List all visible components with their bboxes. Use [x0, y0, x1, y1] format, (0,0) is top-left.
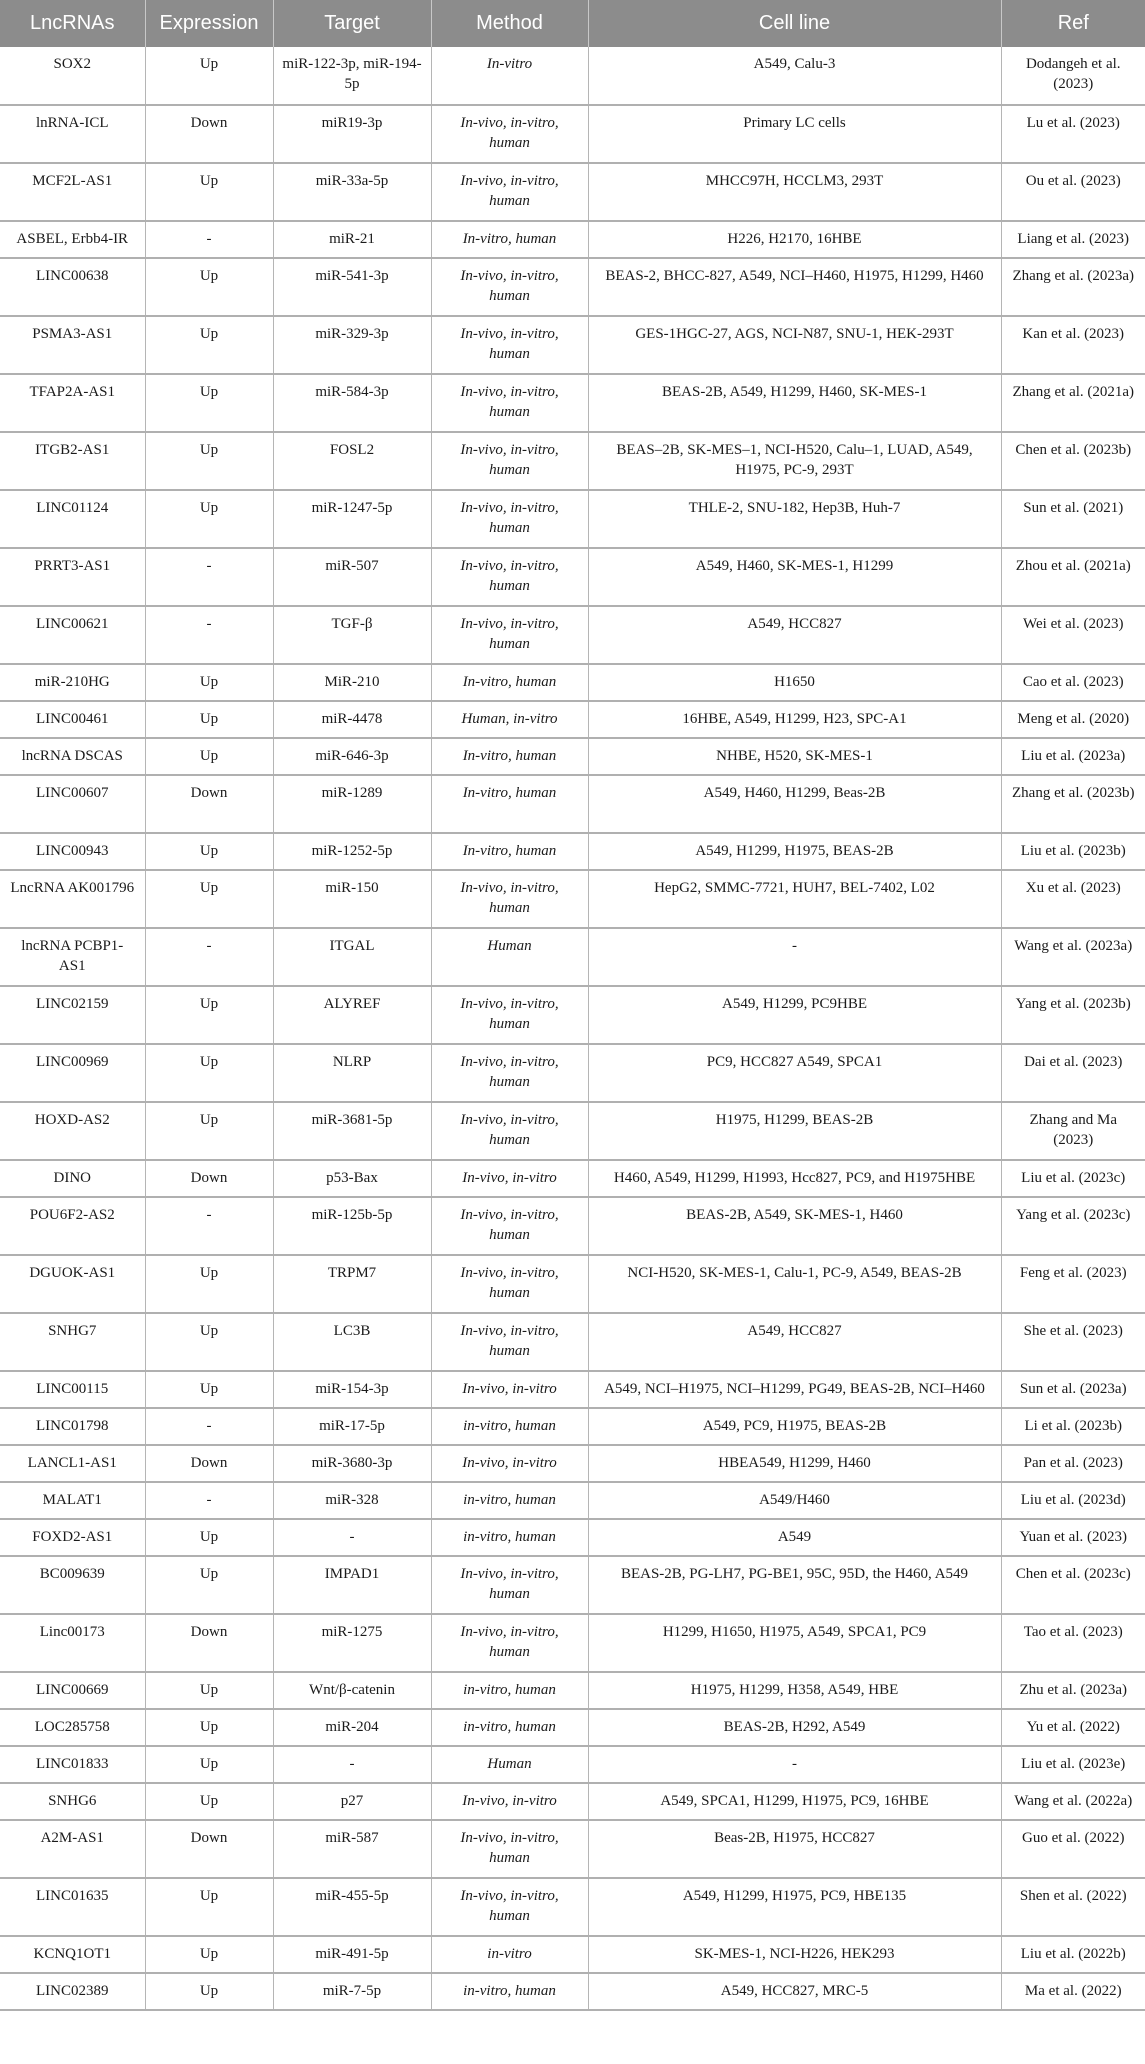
cell-method: in-vitro, human [431, 1519, 588, 1556]
cell-expression: Up [145, 1878, 273, 1936]
cell-method: In-vitro, human [431, 738, 588, 775]
cell-cell-line: HepG2, SMMC-7721, HUH7, BEL-7402, L02 [588, 870, 1001, 928]
cell-method: In-vivo, in-vitro, human [431, 258, 588, 316]
cell-target: miR-329-3p [273, 316, 431, 374]
cell-target: miR-328 [273, 1482, 431, 1519]
cell-lncrna: Linc00173 [0, 1614, 145, 1672]
cell-lncrna: lnRNA-ICL [0, 105, 145, 163]
header-row [0, 0, 1145, 47]
cell-cell-line: A549, NCI–H1975, NCI–H1299, PG49, BEAS-2B, NCI–H460 [588, 1371, 1001, 1408]
cell-target: miR-4478 [273, 701, 431, 738]
cell-ref: Ma et al. (2022) [1001, 1973, 1145, 2010]
cell-target: - [273, 1519, 431, 1556]
cell-method: in-vitro, human [431, 1482, 588, 1519]
cell-cell-line: A549, HCC827 [588, 606, 1001, 664]
cell-cell-line: BEAS-2B, A549, H1299, H460, SK-MES-1 [588, 374, 1001, 432]
cell-method: In-vitro, human [431, 775, 588, 833]
cell-ref: Zhang et al. (2023a) [1001, 258, 1145, 316]
cell-method: In-vitro, human [431, 664, 588, 701]
cell-cell-line: A549, H1299, PC9HBE [588, 986, 1001, 1044]
cell-lncrna: SNHG6 [0, 1783, 145, 1820]
cell-target: - [273, 1746, 431, 1783]
cell-lncrna: POU6F2-AS2 [0, 1197, 145, 1255]
cell-target: miR-204 [273, 1709, 431, 1746]
cell-expression: - [145, 928, 273, 986]
cell-target: miR-507 [273, 548, 431, 606]
header-lncrnas: LncRNAs [0, 0, 145, 47]
table-row [0, 1783, 1145, 1820]
cell-expression: Up [145, 490, 273, 548]
cell-ref: Yu et al. (2022) [1001, 1709, 1145, 1746]
cell-lncrna: LINC01798 [0, 1408, 145, 1445]
cell-target: p27 [273, 1783, 431, 1820]
cell-ref: Liu et al. (2023c) [1001, 1160, 1145, 1197]
cell-lncrna: A2M-AS1 [0, 1820, 145, 1878]
cell-target: TGF-β [273, 606, 431, 664]
cell-method: In-vivo, in-vitro [431, 1371, 588, 1408]
cell-target: miR-3681-5p [273, 1102, 431, 1160]
cell-lncrna: FOXD2-AS1 [0, 1519, 145, 1556]
cell-cell-line: A549, HCC827, MRC-5 [588, 1973, 1001, 2010]
cell-cell-line: BEAS-2, BHCC-827, A549, NCI–H460, H1975, H1299, H460 [588, 258, 1001, 316]
table-row [0, 1044, 1145, 1102]
cell-expression: Up [145, 1746, 273, 1783]
table-row [0, 47, 1145, 105]
cell-cell-line: BEAS-2B, A549, SK-MES-1, H460 [588, 1197, 1001, 1255]
cell-lncrna: LINC00969 [0, 1044, 145, 1102]
cell-ref: Sun et al. (2023a) [1001, 1371, 1145, 1408]
cell-target: miR-150 [273, 870, 431, 928]
cell-lncrna: MALAT1 [0, 1482, 145, 1519]
cell-target: p53-Bax [273, 1160, 431, 1197]
cell-cell-line: HBEA549, H1299, H460 [588, 1445, 1001, 1482]
cell-cell-line: H460, A549, H1299, H1993, Hcc827, PC9, and H1975HBE [588, 1160, 1001, 1197]
cell-lncrna: LINC00621 [0, 606, 145, 664]
cell-lncrna: LINC01635 [0, 1878, 145, 1936]
cell-expression: - [145, 1482, 273, 1519]
cell-method: In-vivo, in-vitro, human [431, 1197, 588, 1255]
table-row [0, 986, 1145, 1044]
cell-expression: Up [145, 1371, 273, 1408]
cell-cell-line: 16HBE, A549, H1299, H23, SPC-A1 [588, 701, 1001, 738]
cell-cell-line: BEAS-2B, PG-LH7, PG-BE1, 95C, 95D, the H460, A549 [588, 1556, 1001, 1614]
cell-cell-line: BEAS–2B, SK-MES–1, NCI-H520, Calu–1, LUAD, A549, H1975, PC-9, 293T [588, 432, 1001, 490]
cell-method: In-vivo, in-vitro [431, 1445, 588, 1482]
table-row [0, 1878, 1145, 1936]
cell-lncrna: lncRNA DSCAS [0, 738, 145, 775]
cell-lncrna: LANCL1-AS1 [0, 1445, 145, 1482]
cell-expression: Up [145, 1709, 273, 1746]
table-row [0, 606, 1145, 664]
cell-expression: - [145, 548, 273, 606]
cell-method: In-vivo, in-vitro, human [431, 986, 588, 1044]
table-row [0, 490, 1145, 548]
cell-lncrna: TFAP2A-AS1 [0, 374, 145, 432]
cell-method: In-vivo, in-vitro, human [431, 490, 588, 548]
cell-cell-line: - [588, 928, 1001, 986]
cell-method: In-vivo, in-vitro, human [431, 1614, 588, 1672]
cell-cell-line: MHCC97H, HCCLM3, 293T [588, 163, 1001, 221]
cell-target: IMPAD1 [273, 1556, 431, 1614]
cell-method: In-vivo, in-vitro, human [431, 432, 588, 490]
table-row [0, 1445, 1145, 1482]
header-cell-line: Cell line [588, 0, 1001, 47]
cell-cell-line: Beas-2B, H1975, HCC827 [588, 1820, 1001, 1878]
cell-ref: Zhou et al. (2021a) [1001, 548, 1145, 606]
cell-ref: Liu et al. (2023b) [1001, 833, 1145, 870]
cell-ref: Yuan et al. (2023) [1001, 1519, 1145, 1556]
table-row [0, 1672, 1145, 1709]
cell-cell-line: A549/H460 [588, 1482, 1001, 1519]
cell-ref: Liang et al. (2023) [1001, 221, 1145, 258]
cell-ref: Yang et al. (2023c) [1001, 1197, 1145, 1255]
cell-lncrna: LINC01833 [0, 1746, 145, 1783]
cell-cell-line: THLE-2, SNU-182, Hep3B, Huh-7 [588, 490, 1001, 548]
cell-lncrna: lncRNA PCBP1-AS1 [0, 928, 145, 986]
table-row [0, 548, 1145, 606]
cell-ref: Li et al. (2023b) [1001, 1408, 1145, 1445]
cell-ref: Guo et al. (2022) [1001, 1820, 1145, 1878]
cell-expression: Up [145, 163, 273, 221]
cell-cell-line: H1975, H1299, BEAS-2B [588, 1102, 1001, 1160]
table-row [0, 1160, 1145, 1197]
cell-expression: Up [145, 1672, 273, 1709]
cell-method: in-vitro, human [431, 1408, 588, 1445]
cell-method: In-vitro, human [431, 221, 588, 258]
cell-target: TRPM7 [273, 1255, 431, 1313]
cell-method: Human, in-vitro [431, 701, 588, 738]
cell-method: In-vivo, in-vitro, human [431, 374, 588, 432]
cell-ref: Liu et al. (2023d) [1001, 1482, 1145, 1519]
cell-ref: Cao et al. (2023) [1001, 664, 1145, 701]
cell-cell-line: Primary LC cells [588, 105, 1001, 163]
cell-method: In-vitro, human [431, 833, 588, 870]
table-row [0, 1556, 1145, 1614]
cell-lncrna: PSMA3-AS1 [0, 316, 145, 374]
cell-ref: Chen et al. (2023c) [1001, 1556, 1145, 1614]
table-row [0, 1709, 1145, 1746]
cell-lncrna: LOC285758 [0, 1709, 145, 1746]
cell-expression: Up [145, 986, 273, 1044]
table-row [0, 1197, 1145, 1255]
cell-method: In-vitro [431, 47, 588, 105]
cell-lncrna: LINC00943 [0, 833, 145, 870]
cell-lncrna: BC009639 [0, 1556, 145, 1614]
table-row [0, 1519, 1145, 1556]
cell-expression: Down [145, 1614, 273, 1672]
cell-target: miR-125b-5p [273, 1197, 431, 1255]
cell-cell-line: A549, PC9, H1975, BEAS-2B [588, 1408, 1001, 1445]
table-row [0, 316, 1145, 374]
cell-method: In-vivo, in-vitro, human [431, 1313, 588, 1371]
cell-ref: Kan et al. (2023) [1001, 316, 1145, 374]
cell-lncrna: PRRT3-AS1 [0, 548, 145, 606]
cell-ref: Feng et al. (2023) [1001, 1255, 1145, 1313]
cell-lncrna: LINC00461 [0, 701, 145, 738]
cell-cell-line: SK-MES-1, NCI-H226, HEK293 [588, 1936, 1001, 1973]
cell-method: In-vivo, in-vitro [431, 1783, 588, 1820]
table-row [0, 105, 1145, 163]
table-row [0, 258, 1145, 316]
table-row [0, 701, 1145, 738]
cell-ref: Wei et al. (2023) [1001, 606, 1145, 664]
cell-expression: Down [145, 1820, 273, 1878]
cell-expression: Up [145, 47, 273, 105]
header-expression: Expression [145, 0, 273, 47]
cell-lncrna: MCF2L-AS1 [0, 163, 145, 221]
cell-cell-line: H1975, H1299, H358, A549, HBE [588, 1672, 1001, 1709]
cell-method: in-vitro [431, 1936, 588, 1973]
cell-expression: Up [145, 1255, 273, 1313]
cell-target: miR-17-5p [273, 1408, 431, 1445]
cell-target: ALYREF [273, 986, 431, 1044]
cell-expression: - [145, 1197, 273, 1255]
cell-target: MiR-210 [273, 664, 431, 701]
cell-cell-line: H1299, H1650, H1975, A549, SPCA1, PC9 [588, 1614, 1001, 1672]
cell-cell-line: A549 [588, 1519, 1001, 1556]
cell-method: Human [431, 1746, 588, 1783]
cell-lncrna: LINC02159 [0, 986, 145, 1044]
table-body [0, 47, 1145, 2010]
cell-lncrna: SNHG7 [0, 1313, 145, 1371]
cell-ref: Zhang et al. (2023b) [1001, 775, 1145, 833]
cell-ref: Liu et al. (2022b) [1001, 1936, 1145, 1973]
table-row [0, 1102, 1145, 1160]
table-row [0, 1936, 1145, 1973]
cell-expression: Up [145, 1936, 273, 1973]
cell-expression: Up [145, 432, 273, 490]
table-row [0, 432, 1145, 490]
cell-lncrna: ASBEL, Erbb4-IR [0, 221, 145, 258]
cell-lncrna: LINC02389 [0, 1973, 145, 2010]
header-method: Method [431, 0, 588, 47]
table-row [0, 738, 1145, 775]
cell-target: miR-3680-3p [273, 1445, 431, 1482]
cell-cell-line: A549, H1299, H1975, BEAS-2B [588, 833, 1001, 870]
cell-expression: Down [145, 1445, 273, 1482]
cell-expression: Down [145, 775, 273, 833]
cell-target: miR-587 [273, 1820, 431, 1878]
table-row [0, 1973, 1145, 2010]
cell-ref: Zhang et al. (2021a) [1001, 374, 1145, 432]
cell-expression: Up [145, 1556, 273, 1614]
cell-expression: Up [145, 701, 273, 738]
cell-ref: Lu et al. (2023) [1001, 105, 1145, 163]
table-row [0, 1408, 1145, 1445]
cell-cell-line: A549, HCC827 [588, 1313, 1001, 1371]
cell-lncrna: LINC00638 [0, 258, 145, 316]
cell-target: miR-1252-5p [273, 833, 431, 870]
cell-method: In-vivo, in-vitro, human [431, 1044, 588, 1102]
cell-ref: Yang et al. (2023b) [1001, 986, 1145, 1044]
cell-lncrna: DINO [0, 1160, 145, 1197]
cell-cell-line: A549, Calu-3 [588, 47, 1001, 105]
cell-cell-line: NHBE, H520, SK-MES-1 [588, 738, 1001, 775]
cell-ref: Meng et al. (2020) [1001, 701, 1145, 738]
table-row [0, 1482, 1145, 1519]
cell-ref: Pan et al. (2023) [1001, 1445, 1145, 1482]
cell-target: miR19-3p [273, 105, 431, 163]
cell-method: in-vitro, human [431, 1672, 588, 1709]
cell-target: miR-21 [273, 221, 431, 258]
cell-ref: Tao et al. (2023) [1001, 1614, 1145, 1672]
cell-target: miR-584-3p [273, 374, 431, 432]
cell-method: In-vivo, in-vitro, human [431, 870, 588, 928]
table-row [0, 221, 1145, 258]
cell-method: Human [431, 928, 588, 986]
cell-method: In-vivo, in-vitro [431, 1160, 588, 1197]
cell-cell-line: NCI-H520, SK-MES-1, Calu-1, PC-9, A549, BEAS-2B [588, 1255, 1001, 1313]
cell-ref: Zhu et al. (2023a) [1001, 1672, 1145, 1709]
cell-cell-line: A549, SPCA1, H1299, H1975, PC9, 16HBE [588, 1783, 1001, 1820]
cell-expression: Down [145, 1160, 273, 1197]
cell-lncrna: ITGB2-AS1 [0, 432, 145, 490]
cell-expression: Up [145, 1783, 273, 1820]
cell-ref: Chen et al. (2023b) [1001, 432, 1145, 490]
cell-method: In-vivo, in-vitro, human [431, 606, 588, 664]
cell-target: Wnt/β-catenin [273, 1672, 431, 1709]
table-row [0, 163, 1145, 221]
cell-expression: Up [145, 316, 273, 374]
cell-expression: - [145, 221, 273, 258]
cell-ref: Sun et al. (2021) [1001, 490, 1145, 548]
cell-target: miR-1275 [273, 1614, 431, 1672]
cell-method: In-vivo, in-vitro, human [431, 1255, 588, 1313]
cell-expression: Down [145, 105, 273, 163]
cell-lncrna: LncRNA AK001796 [0, 870, 145, 928]
cell-lncrna: LINC01124 [0, 490, 145, 548]
table-row [0, 1614, 1145, 1672]
cell-expression: Up [145, 870, 273, 928]
cell-target: miR-122-3p, miR-194-5p [273, 47, 431, 105]
cell-target: miR-7-5p [273, 1973, 431, 2010]
cell-cell-line: H226, H2170, 16HBE [588, 221, 1001, 258]
cell-method: In-vivo, in-vitro, human [431, 1820, 588, 1878]
cell-expression: Up [145, 1044, 273, 1102]
cell-cell-line: GES-1HGC-27, AGS, NCI-N87, SNU-1, HEK-293T [588, 316, 1001, 374]
cell-lncrna: LINC00607 [0, 775, 145, 833]
cell-ref: Xu et al. (2023) [1001, 870, 1145, 928]
cell-method: In-vivo, in-vitro, human [431, 1556, 588, 1614]
cell-method: in-vitro, human [431, 1709, 588, 1746]
table-row [0, 1255, 1145, 1313]
cell-ref: Dai et al. (2023) [1001, 1044, 1145, 1102]
cell-target: LC3B [273, 1313, 431, 1371]
cell-cell-line: A549, H460, SK-MES-1, H1299 [588, 548, 1001, 606]
cell-expression: - [145, 606, 273, 664]
cell-lncrna: DGUOK-AS1 [0, 1255, 145, 1313]
cell-lncrna: SOX2 [0, 47, 145, 105]
table-row [0, 928, 1145, 986]
cell-expression: Up [145, 738, 273, 775]
cell-target: FOSL2 [273, 432, 431, 490]
cell-method: In-vivo, in-vitro, human [431, 163, 588, 221]
table-row [0, 870, 1145, 928]
cell-method: In-vivo, in-vitro, human [431, 548, 588, 606]
header-target: Target [273, 0, 431, 47]
cell-expression: Up [145, 258, 273, 316]
table-row [0, 1313, 1145, 1371]
table-row [0, 833, 1145, 870]
table-row [0, 664, 1145, 701]
cell-expression: Up [145, 833, 273, 870]
cell-method: In-vivo, in-vitro, human [431, 1878, 588, 1936]
cell-cell-line: A549, H460, H1299, Beas-2B [588, 775, 1001, 833]
cell-expression: Up [145, 664, 273, 701]
cell-lncrna: LINC00115 [0, 1371, 145, 1408]
cell-ref: Wang et al. (2022a) [1001, 1783, 1145, 1820]
cell-expression: Up [145, 374, 273, 432]
cell-target: NLRP [273, 1044, 431, 1102]
cell-ref: Ou et al. (2023) [1001, 163, 1145, 221]
cell-target: miR-33a-5p [273, 163, 431, 221]
cell-target: miR-455-5p [273, 1878, 431, 1936]
cell-method: In-vivo, in-vitro, human [431, 105, 588, 163]
table-row [0, 1371, 1145, 1408]
cell-ref: She et al. (2023) [1001, 1313, 1145, 1371]
cell-cell-line: H1650 [588, 664, 1001, 701]
cell-method: In-vivo, in-vitro, human [431, 1102, 588, 1160]
cell-cell-line: PC9, HCC827 A549, SPCA1 [588, 1044, 1001, 1102]
header-ref: Ref [1001, 0, 1145, 47]
cell-lncrna: HOXD-AS2 [0, 1102, 145, 1160]
table-row [0, 1746, 1145, 1783]
cell-expression: Up [145, 1102, 273, 1160]
cell-cell-line: BEAS-2B, H292, A549 [588, 1709, 1001, 1746]
cell-ref: Liu et al. (2023a) [1001, 738, 1145, 775]
cell-target: miR-154-3p [273, 1371, 431, 1408]
cell-ref: Zhang and Ma (2023) [1001, 1102, 1145, 1160]
cell-method: In-vivo, in-vitro, human [431, 316, 588, 374]
cell-lncrna: LINC00669 [0, 1672, 145, 1709]
cell-expression: - [145, 1408, 273, 1445]
cell-ref: Dodangeh et al. (2023) [1001, 47, 1145, 105]
table-row [0, 374, 1145, 432]
cell-target: miR-491-5p [273, 1936, 431, 1973]
cell-method: in-vitro, human [431, 1973, 588, 2010]
cell-lncrna: miR-210HG [0, 664, 145, 701]
cell-target: ITGAL [273, 928, 431, 986]
cell-target: miR-541-3p [273, 258, 431, 316]
cell-expression: Up [145, 1313, 273, 1371]
cell-cell-line: - [588, 1746, 1001, 1783]
cell-expression: Up [145, 1973, 273, 2010]
table-row [0, 1820, 1145, 1878]
cell-lncrna: KCNQ1OT1 [0, 1936, 145, 1973]
cell-ref: Shen et al. (2022) [1001, 1878, 1145, 1936]
cell-target: miR-1289 [273, 775, 431, 833]
table-row [0, 775, 1145, 833]
cell-expression: Up [145, 1519, 273, 1556]
cell-target: miR-1247-5p [273, 490, 431, 548]
cell-ref: Liu et al. (2023e) [1001, 1746, 1145, 1783]
cell-cell-line: A549, H1299, H1975, PC9, HBE135 [588, 1878, 1001, 1936]
cell-ref: Wang et al. (2023a) [1001, 928, 1145, 986]
cell-target: miR-646-3p [273, 738, 431, 775]
